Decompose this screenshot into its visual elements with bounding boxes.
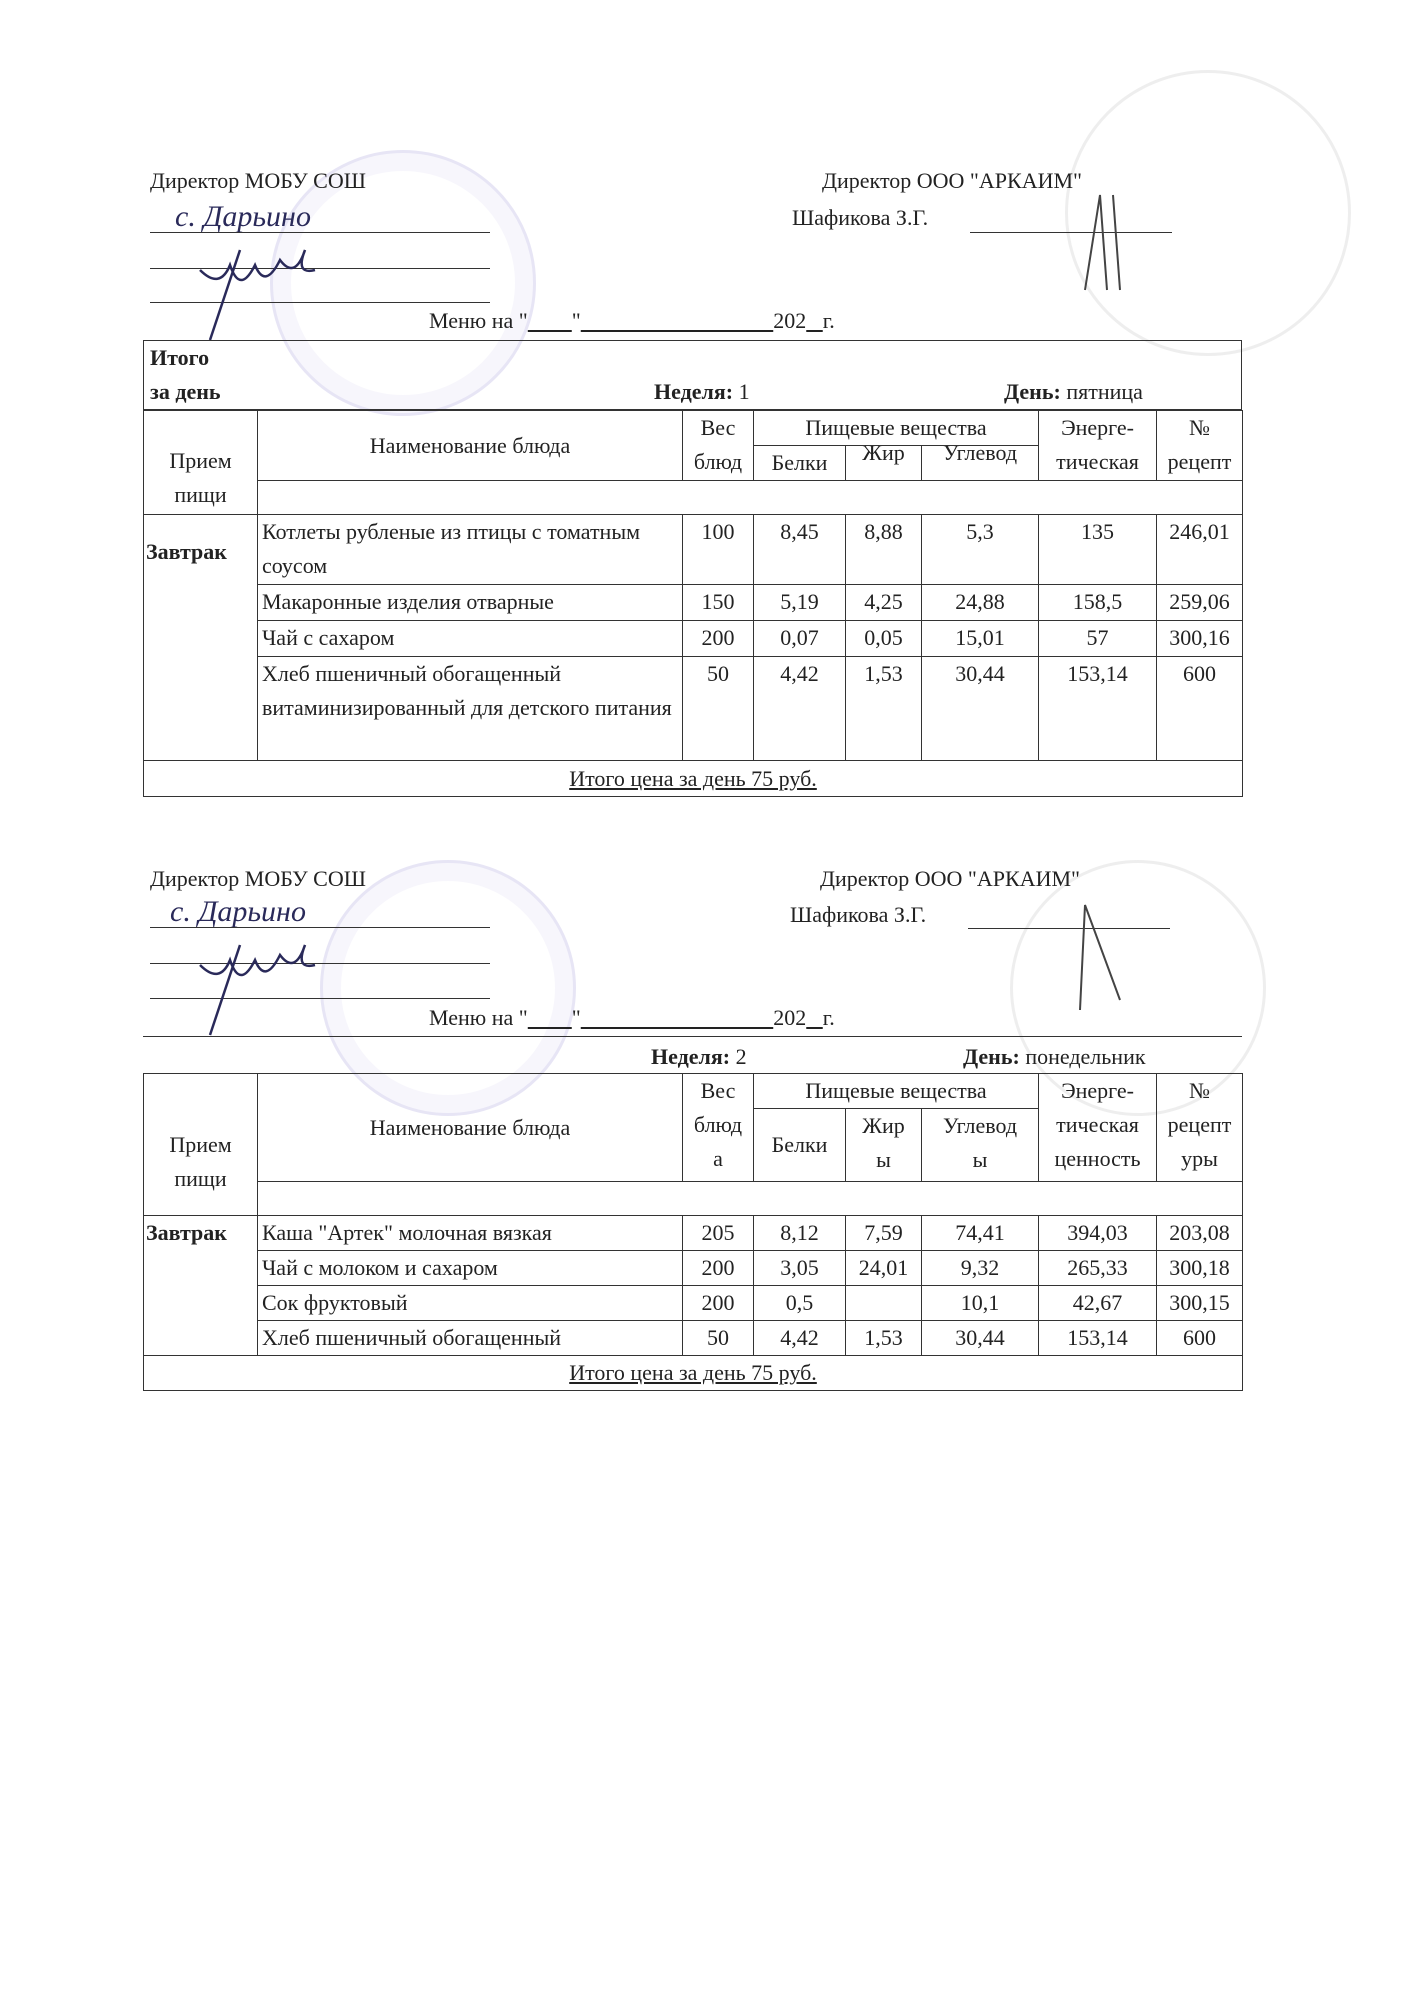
- menu-date-suffix: г.: [822, 1005, 835, 1030]
- header-text: рецепт: [1167, 449, 1232, 474]
- header-recipe: [1157, 411, 1243, 481]
- menu-date-year: 202: [773, 1005, 807, 1030]
- header-text: ценность: [1054, 1146, 1141, 1171]
- header-nutrients: Пищевые вещества: [754, 1074, 1039, 1109]
- signature-line: [150, 927, 490, 928]
- dish-weight: 200: [683, 1251, 754, 1286]
- dish-recipe: 259,06: [1157, 585, 1243, 621]
- day-value: понедельник: [1025, 1044, 1146, 1069]
- dish-weight: 50: [683, 1321, 754, 1356]
- left-approver-place: с. Дарьино: [175, 200, 311, 233]
- header-text: Жир: [862, 1113, 905, 1138]
- dish-name: Макаронные изделия отварные: [258, 585, 683, 621]
- header-text: уры: [1181, 1146, 1218, 1171]
- header-text: Прием: [169, 1132, 232, 1157]
- dish-proteins: 8,45: [754, 515, 846, 585]
- header-text: ы: [876, 1147, 891, 1172]
- header-energy: [1039, 1074, 1157, 1182]
- header-text: №: [1189, 1078, 1211, 1103]
- header-text: Прием: [169, 447, 232, 473]
- day-indicator: [1004, 379, 1143, 405]
- dish-proteins: 8,12: [754, 1216, 846, 1251]
- header-text: Энерге-: [1061, 1078, 1134, 1103]
- header-energy: [1039, 411, 1157, 481]
- handwritten-signature: [180, 935, 350, 1045]
- week-value: 1: [738, 379, 750, 404]
- dish-name: Чай с сахаром: [258, 621, 683, 657]
- week-label: Неделя:: [651, 1044, 731, 1069]
- header-text: пищи: [174, 1166, 227, 1191]
- dish-fats: 1,53: [846, 1321, 922, 1356]
- header-text: №: [1189, 415, 1211, 440]
- dish-carbs: 74,41: [922, 1216, 1039, 1251]
- dish-energy: 57: [1039, 621, 1157, 657]
- right-approver-name: Шафикова З.Г.: [790, 902, 927, 927]
- header-text: тическая: [1056, 1112, 1139, 1137]
- dish-fats: 7,59: [846, 1216, 922, 1251]
- left-approver-title: Директор МОБУ СОШ: [150, 168, 366, 193]
- right-approver-title: Директор ООО "АРКАИМ": [822, 168, 1083, 193]
- menu-date-prefix: Меню на ": [429, 1005, 528, 1030]
- right-approver-title: Директор ООО "АРКАИМ": [820, 866, 1081, 891]
- header-dish: Наименование блюда: [258, 411, 683, 481]
- right-approver-name: Шафикова З.Г.: [792, 205, 929, 230]
- dish-energy: 158,5: [1039, 585, 1157, 621]
- header-nutrients: Пищевые вещества: [754, 411, 1039, 446]
- dish-proteins: 0,5: [754, 1286, 846, 1321]
- dish-name: Хлеб пшеничный обогащенный витаминизированный для детского питания: [258, 657, 683, 761]
- header-text: блюд: [693, 449, 743, 474]
- meal-name: Завтрак: [144, 1216, 258, 1356]
- dish-recipe: 300,18: [1157, 1251, 1243, 1286]
- signature-line: [150, 232, 490, 233]
- header-text: Вес: [700, 415, 736, 440]
- dish-fats: 8,88: [846, 515, 922, 585]
- total-price: Итого цена за день 75 руб.: [144, 761, 1243, 797]
- header-recipe: [1157, 1074, 1243, 1182]
- header-text: пищи: [174, 481, 227, 507]
- dish-energy: 42,67: [1039, 1286, 1157, 1321]
- dish-carbs: 24,88: [922, 585, 1039, 621]
- dish-proteins: 3,05: [754, 1251, 846, 1286]
- menu-date-year: 202: [773, 308, 807, 333]
- handwritten-signature: [180, 240, 350, 350]
- dish-carbs: 10,1: [922, 1286, 1039, 1321]
- header-proteins: Белки: [754, 446, 846, 481]
- dish-carbs: 9,32: [922, 1251, 1039, 1286]
- dish-recipe: 246,01: [1157, 515, 1243, 585]
- menu-date-quote: ": [571, 1005, 581, 1030]
- day-label: День:: [1004, 379, 1061, 404]
- dish-fats: [846, 1286, 922, 1321]
- handwritten-signature: [1060, 900, 1130, 1020]
- dish-weight: 200: [683, 621, 754, 657]
- signature-line: [970, 232, 1172, 233]
- header-text: тическая: [1056, 449, 1139, 474]
- dish-name: Котлеты рубленые из птицы с томатным соусом: [258, 515, 683, 585]
- header-text: а: [713, 1146, 723, 1171]
- total-box: [143, 341, 1242, 410]
- dish-proteins: 0,07: [754, 621, 846, 657]
- dish-fats: 0,05: [846, 621, 922, 657]
- left-approver-place: с. Дарьино: [170, 895, 306, 928]
- total-box-label-2: за день: [150, 379, 221, 404]
- dish-recipe: 300,16: [1157, 621, 1243, 657]
- dish-energy: 153,14: [1039, 1321, 1157, 1356]
- total-box-label-1: Итого: [150, 345, 210, 370]
- divider: [143, 1036, 1242, 1037]
- dish-carbs: 30,44: [922, 1321, 1039, 1356]
- header-carbs: Углевод: [922, 446, 1039, 481]
- menu-table: [143, 410, 1243, 797]
- dish-name: Сок фруктовый: [258, 1286, 683, 1321]
- dish-energy: 394,03: [1039, 1216, 1157, 1251]
- blank-row: [258, 1182, 1243, 1216]
- dish-name: Каша "Артек" молочная вязкая: [258, 1216, 683, 1251]
- header-text: Углевод: [942, 1113, 1018, 1138]
- dish-proteins: 4,42: [754, 1321, 846, 1356]
- dish-recipe: 300,15: [1157, 1286, 1243, 1321]
- dish-weight: 50: [683, 657, 754, 761]
- dish-proteins: 5,19: [754, 585, 846, 621]
- meal-name: Завтрак: [144, 515, 258, 761]
- dish-recipe: 600: [1157, 1321, 1243, 1356]
- day-value: пятница: [1066, 379, 1143, 404]
- dish-carbs: 5,3: [922, 515, 1039, 585]
- week-indicator: [654, 379, 750, 405]
- dish-recipe: 203,08: [1157, 1216, 1243, 1251]
- header-meal: [144, 411, 258, 515]
- dish-recipe: 600: [1157, 657, 1243, 761]
- dish-fats: 1,53: [846, 657, 922, 761]
- dish-carbs: 15,01: [922, 621, 1039, 657]
- header-proteins: Белки: [754, 1109, 846, 1182]
- header-fats: [846, 1109, 922, 1182]
- dish-fats: 24,01: [846, 1251, 922, 1286]
- header-meal: [144, 1074, 258, 1216]
- day-label: День:: [963, 1044, 1020, 1069]
- dish-name: Чай с молоком и сахаром: [258, 1251, 683, 1286]
- menu-table: [143, 1073, 1243, 1391]
- dish-name: Хлеб пшеничный обогащенный: [258, 1321, 683, 1356]
- blank-row: [258, 481, 1243, 515]
- header-text: блюд: [693, 1112, 743, 1137]
- week-indicator: [651, 1044, 747, 1070]
- header-text: рецепт: [1167, 1112, 1232, 1137]
- day-indicator: [963, 1044, 1146, 1070]
- dish-weight: 205: [683, 1216, 754, 1251]
- dish-energy: 153,14: [1039, 657, 1157, 761]
- header-text: ы: [972, 1147, 988, 1172]
- dish-fats: 4,25: [846, 585, 922, 621]
- dish-proteins: 4,42: [754, 657, 846, 761]
- header-dish: Наименование блюда: [258, 1074, 683, 1182]
- dish-carbs: 30,44: [922, 657, 1039, 761]
- header-fats: Жир: [846, 446, 922, 481]
- week-label: Неделя:: [654, 379, 734, 404]
- header-carbs: [922, 1109, 1039, 1182]
- menu-date-suffix: г.: [822, 308, 835, 333]
- left-approver-title: Директор МОБУ СОШ: [150, 866, 366, 891]
- header-text: Вес: [700, 1078, 736, 1103]
- dish-weight: 150: [683, 585, 754, 621]
- menu-date-quote: ": [571, 308, 581, 333]
- dish-energy: 135: [1039, 515, 1157, 585]
- menu-date-line: [429, 308, 835, 334]
- menu-date-line: [429, 1005, 835, 1031]
- dish-weight: 200: [683, 1286, 754, 1321]
- header-weight: [683, 411, 754, 481]
- week-value: 2: [735, 1044, 747, 1069]
- header-text: Энерге-: [1061, 415, 1134, 440]
- dish-weight: 100: [683, 515, 754, 585]
- menu-date-prefix: Меню на ": [429, 308, 528, 333]
- total-price: Итого цена за день 75 руб.: [144, 1356, 1243, 1391]
- header-weight: [683, 1074, 754, 1182]
- dish-energy: 265,33: [1039, 1251, 1157, 1286]
- handwritten-signature: [1075, 190, 1135, 300]
